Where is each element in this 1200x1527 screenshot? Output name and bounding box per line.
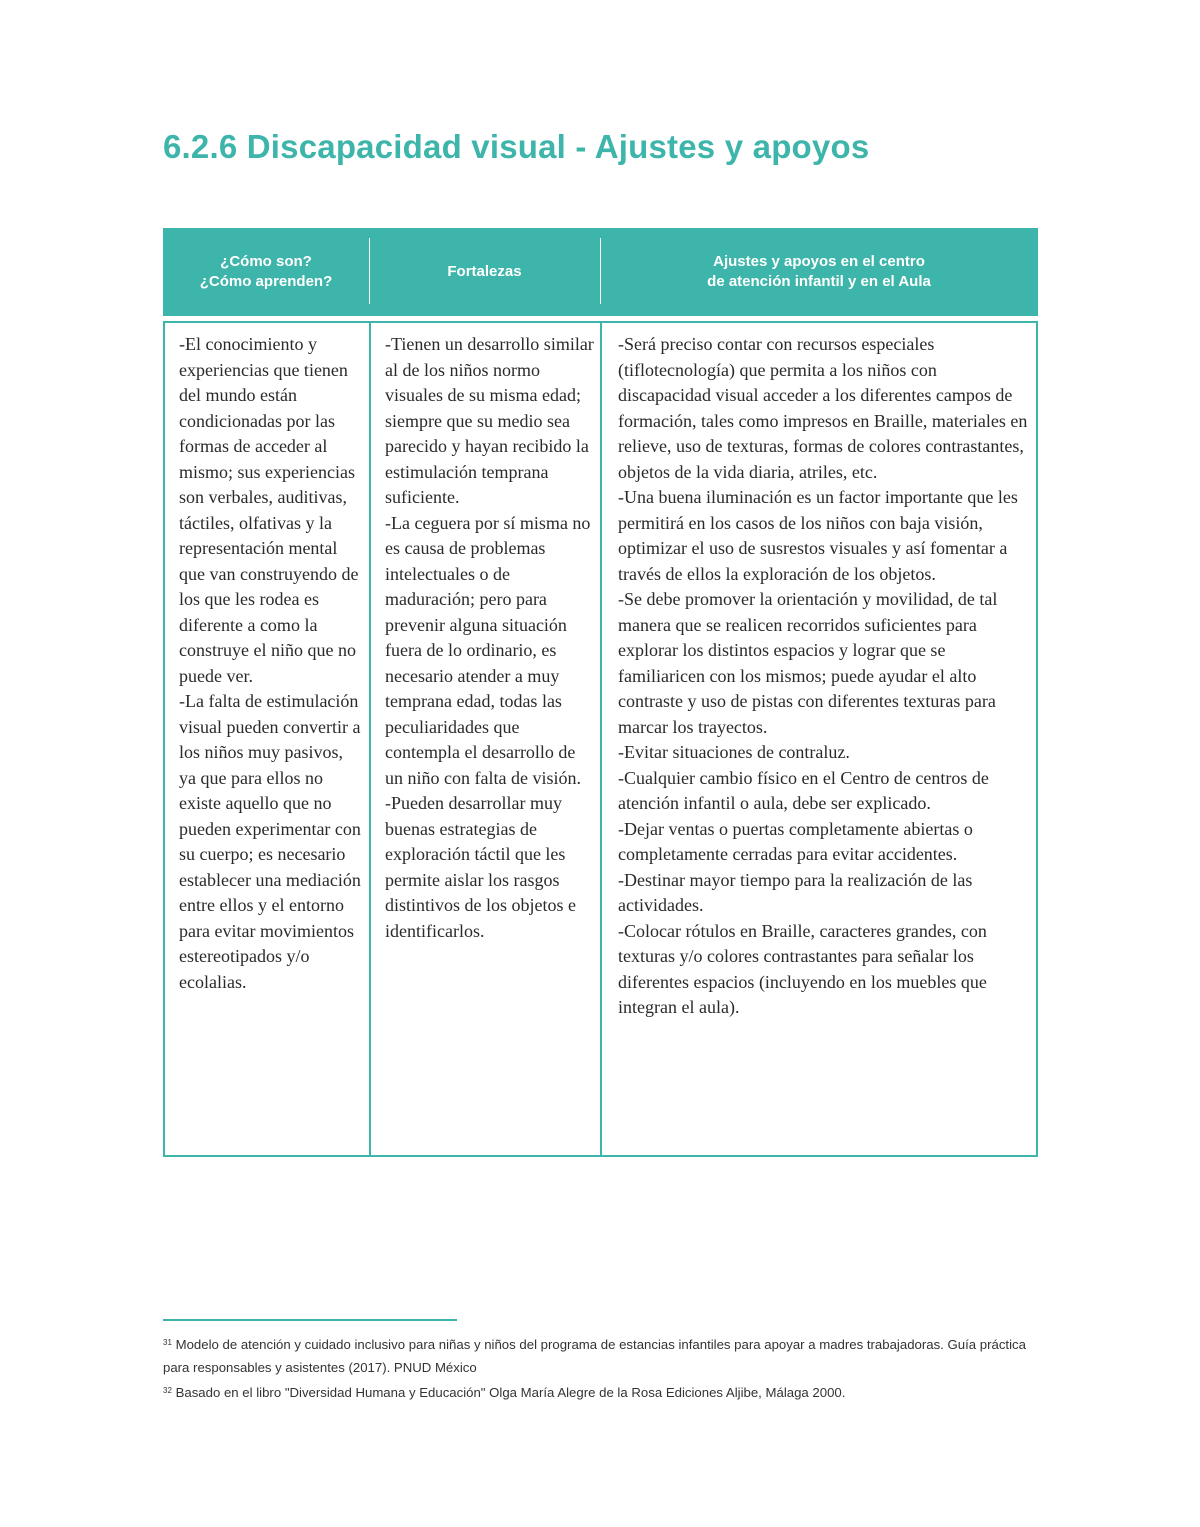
header-line: Fortalezas	[447, 263, 522, 280]
footnote	[163, 1379, 1043, 1404]
footnote-number: 31	[163, 1338, 172, 1347]
header-line: ¿Cómo aprenden?	[199, 273, 333, 290]
cell-paragraph: -Destinar mayor tiempo para la realización de las actividades.	[618, 869, 973, 915]
footnotes	[163, 1331, 1043, 1404]
cell-paragraph: -El conocimiento y experiencias que tienen del mundo están condicionadas por las formas de acceder al mismo; sus experiencias son verbales, auditivas, táctiles, olfativas y la representación mental que van construyendo de los que les rodea es diferente a como la construye el niño que no puede ver.	[179, 334, 359, 686]
cell-paragraph: -Una buena iluminación es un factor importante que les permitirá en los casos de los niños con baja visión, optimizar el uso de susrestos visuales y así fomentar a través de ellos la exploración de los objetos.	[618, 487, 1018, 584]
cell-paragraph: -La falta de estimulación visual pueden convertir a los niños muy pasivos, ya que para ellos no existe aquello que no pueden experimentar con su cuerpo; es necesario establecer una mediación entre ellos y el entorno para evitar movimientos estereotipados y/o ecolalias.	[179, 691, 361, 992]
column-divider	[600, 323, 602, 1155]
cell-paragraph: -Pueden desarrollar muy buenas estrategias de exploración táctil que les permite aislar los rasgos distintivos de los objetos e identificarlos.	[385, 793, 576, 941]
cell-paragraph: -Dejar ventas o puertas completamente abiertas o completamente cerradas para evitar accidentes.	[618, 818, 973, 864]
column-adjustments	[618, 332, 1030, 1021]
column-strengths	[385, 332, 597, 944]
footnote-divider	[163, 1319, 457, 1321]
cell-paragraph: -Colocar rótulos en Braille, caracteres grandes, con texturas y/o colores contrastantes para señalar los diferentes espacios (incluyendo en los muebles que integran el aula).	[618, 920, 987, 1017]
footnote-text: Basado en el libro "Diversidad Humana y Educación" Olga María Alegre de la Rosa Ediciones Aljibe, Málaga 2000.	[175, 1385, 846, 1400]
column-how-they-are	[179, 332, 363, 995]
header-strengths	[369, 228, 600, 316]
cell-paragraph: -Evitar situaciones de contraluz.	[618, 742, 850, 762]
column-divider	[369, 323, 371, 1155]
header-line: ¿Cómo son?	[220, 253, 312, 270]
cell-paragraph: -Será preciso contar con recursos especiales (tiflotecnología) que permita a los niños con discapacidad visual acceder a los diferentes campos de formación, tales como impresos en Braille, materiales en relieve, uso de texturas, formas de colores contrastantes, objetos de la vida diaria, atriles, etc.	[618, 334, 1028, 482]
page-title: 6.2.6 Discapacidad visual - Ajustes y apoyos	[163, 128, 870, 165]
cell-paragraph: -La ceguera por sí misma no es causa de problemas intelectuales o de maduración; pero para prevenir alguna situación fuera de lo ordinario, es necesario atender a muy temprana edad, todas las peculiaridades que contempla el desarrollo de un niño con falta de visión.	[385, 512, 591, 788]
header-adjustments	[600, 228, 1038, 316]
footnote-number: 32	[163, 1386, 172, 1395]
table-body	[163, 321, 1038, 1157]
header-line: Ajustes y apoyos en el centro	[713, 253, 925, 270]
cell-paragraph: -Tienen un desarrollo similar al de los niños normo visuales de su misma edad; siempre que su medio sea parecido y hayan recibido la estimulación temprana suficiente.	[385, 334, 594, 507]
header-how-they-are	[163, 228, 369, 316]
footnote-text: Modelo de atención y cuidado inclusivo para niñas y niños del programa de estancias infantiles para apoyar a madres trabajadoras. Guía práctica para responsables y asistentes (2017). PNUD México	[163, 1337, 1026, 1375]
header-line: de atención infantil y en el Aula	[707, 273, 931, 290]
cell-paragraph: -Cualquier cambio físico en el Centro de centros de atención infantil o aula, debe ser explicado.	[618, 767, 989, 813]
footnote	[163, 1331, 1043, 1379]
cell-paragraph: -Se debe promover la orientación y movilidad, de tal manera que se realicen recorridos suficientes para explorar los distintos espacios y lograr que se familiaricen con los mismos; puede ayudar el alto contraste y uso de pistas con diferentes texturas para marcar los trayectos.	[618, 589, 998, 737]
table-header	[163, 228, 1038, 316]
